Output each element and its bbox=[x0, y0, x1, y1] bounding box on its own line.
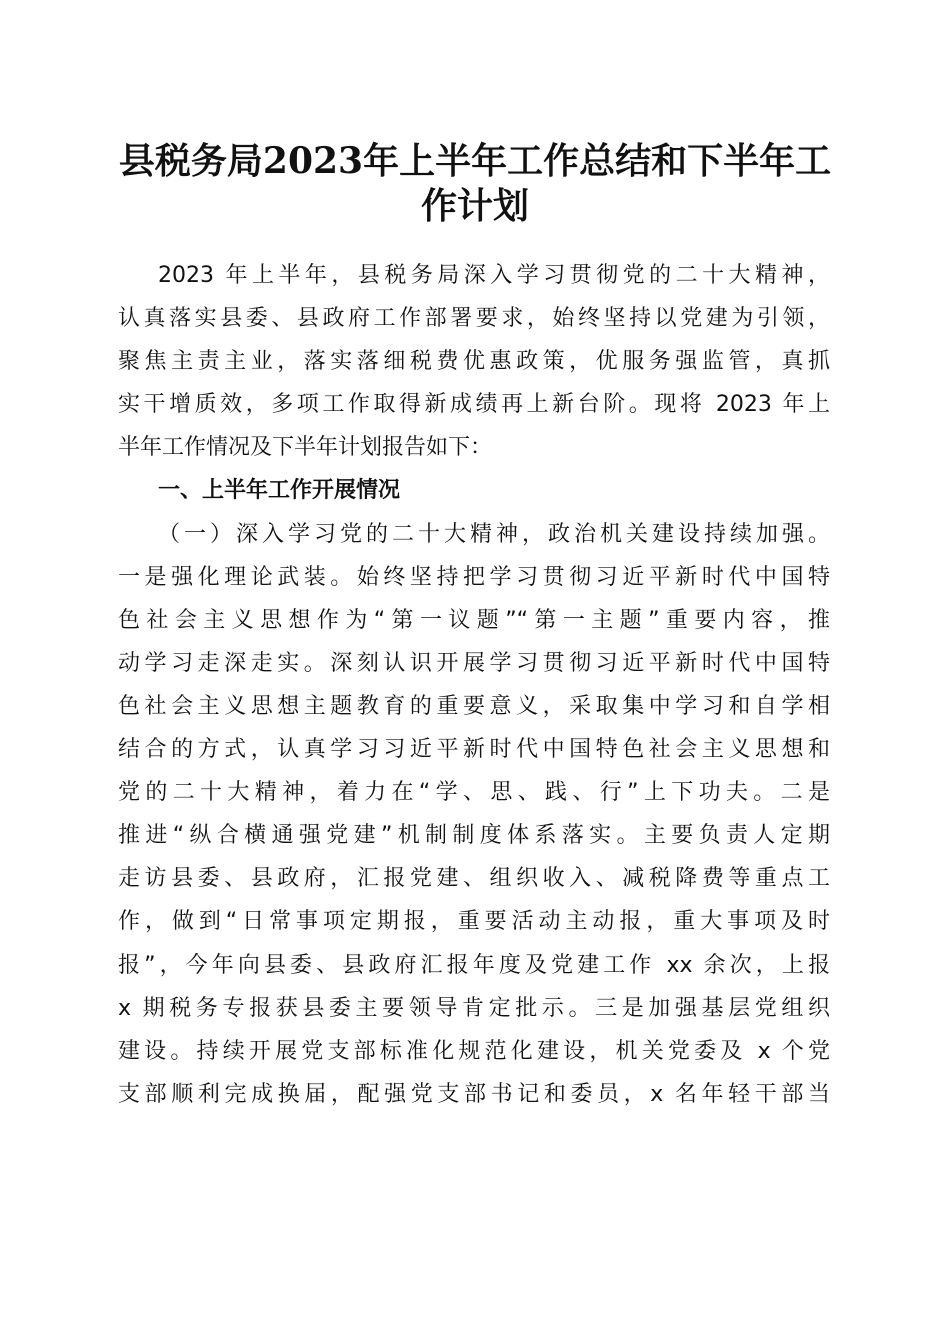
body-line: 色社会主义思想主题教育的重要意义，采取集中学习和自学相 bbox=[118, 693, 830, 719]
body-line: 半年工作情况及下半年计划报告如下： bbox=[118, 435, 493, 461]
body-line: 报”，今年向县委、县政府汇报年度及党建工作 xx 余次，上报 bbox=[118, 952, 830, 978]
body-line: 2023 年上半年，县税务局深入学习贯彻党的二十大精神， bbox=[158, 263, 830, 288]
body-line: 推进“纵合横通强党建”机制制度体系落实。主要负责人定期 bbox=[118, 823, 830, 849]
section-heading: 一、上半年工作开展情况 bbox=[158, 478, 401, 504]
body-line: x 期税务专报获县委主要领导肯定批示。三是加强基层党组织 bbox=[118, 995, 830, 1021]
body-line: 作，做到“日常事项定期报，重要活动主动报，重大事项及时 bbox=[118, 909, 830, 935]
body-line: 结合的方式，认真学习习近平新时代中国特色社会主义思想和 bbox=[118, 737, 830, 763]
document-body bbox=[118, 254, 830, 1116]
body-line: 一是强化理论武装。始终坚持把学习贯彻习近平新时代中国特 bbox=[118, 564, 830, 590]
body-line: 实干增质效，多项工作取得新成绩再上新台阶。现将 2023 年上 bbox=[118, 392, 830, 418]
document-title-line-2: 作计划 bbox=[420, 185, 529, 227]
body-line: 建设。持续开展党支部标准化规范化建设，机关党委及 x 个党 bbox=[118, 1038, 830, 1064]
body-line: 色社会主义思想作为“第一议题”“第一主题”重要内容，推 bbox=[118, 607, 830, 633]
body-line: 支部顺利完成换届，配强党支部书记和委员，x 名年轻干部当 bbox=[118, 1081, 830, 1107]
document-title-line-1: 县税务局2023年上半年工作总结和下半年工 bbox=[118, 140, 832, 182]
body-line: 认真落实县委、县政府工作部署要求，始终坚持以党建为引领， bbox=[118, 306, 830, 332]
body-line: 聚焦主责主业，落实落细税费优惠政策，优服务强监管，真抓 bbox=[118, 349, 830, 375]
body-line: 走访县委、县政府，汇报党建、组织收入、减税降费等重点工 bbox=[118, 866, 830, 892]
body-line: 动学习走深走实。深刻认识开展学习贯彻习近平新时代中国特 bbox=[118, 650, 830, 676]
body-line: （一）深入学习党的二十大精神，政治机关建设持续加强。 bbox=[158, 521, 830, 547]
body-line: 党的二十大精神，着力在“学、思、践、行”上下功夫。二是 bbox=[118, 780, 830, 806]
